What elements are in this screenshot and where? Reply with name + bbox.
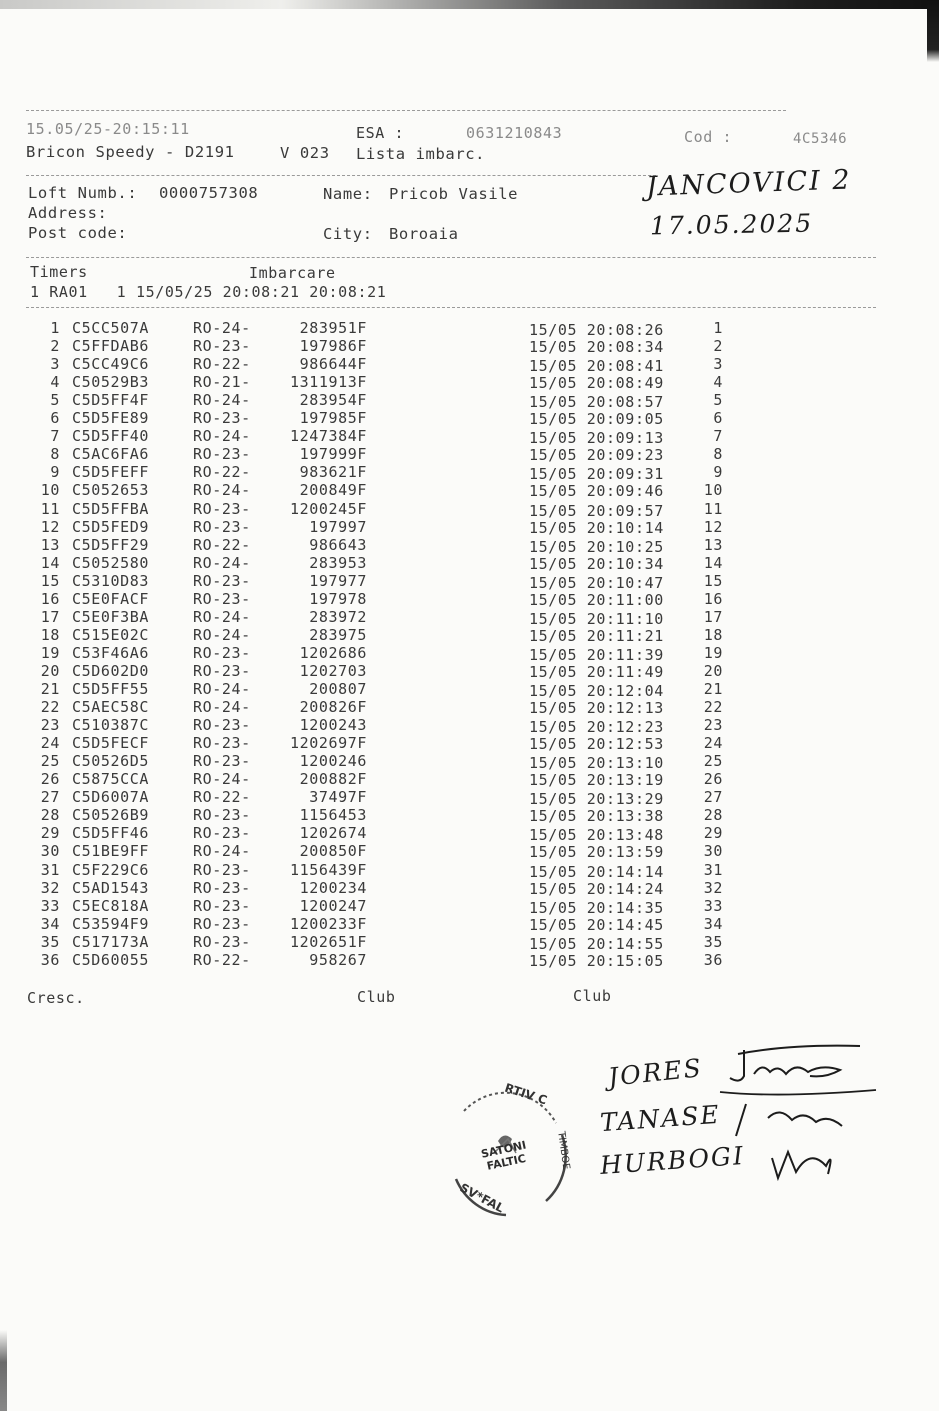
embark-time: 15/05 20:12:23 (529, 718, 664, 737)
position-number: 18 (703, 625, 723, 644)
ring-prefix: RO-24- (193, 319, 251, 337)
embark-time: 15/05 20:14:35 (529, 898, 664, 917)
ring-code: C5AC6FA6 (72, 445, 150, 464)
embark-time: 15/05 20:09:57 (529, 501, 664, 520)
ring-number: 958267 (309, 950, 367, 969)
signature-scribbles (700, 1040, 890, 1190)
table-row (0, 716, 939, 737)
row-index: 4 (50, 373, 60, 392)
table-row (0, 698, 939, 716)
table-row (0, 608, 939, 626)
row-index: 12 (40, 517, 60, 536)
position-number: 21 (703, 680, 723, 698)
embark-time: 15/05 20:13:10 (529, 754, 664, 773)
scan-edge-left (0, 1330, 7, 1411)
position-number: 5 (713, 391, 723, 410)
embark-time: 15/05 20:11:49 (529, 662, 664, 681)
position-number: 15 (703, 571, 723, 590)
ring-code: C5D60055 (72, 950, 150, 969)
ring-prefix: RO-21- (193, 373, 251, 392)
position-number: 25 (703, 752, 723, 771)
position-number: 10 (703, 481, 723, 500)
ring-prefix: RO-23- (193, 932, 251, 951)
embark-title: Imbarcare (249, 264, 336, 282)
embark-time: 15/05 20:08:57 (529, 393, 664, 412)
ring-prefix: RO-24- (193, 481, 251, 500)
embark-time: 15/05 20:13:59 (529, 843, 664, 862)
ring-code: C5D5FECF (72, 734, 150, 753)
embark-time: 15/05 20:12:13 (529, 699, 664, 718)
signature-name-3: HURBOGI (599, 1140, 746, 1181)
ring-code: C510387C (72, 716, 150, 735)
table-row (0, 319, 939, 337)
row-index: 2 (50, 337, 60, 356)
ring-number: 1202697F (289, 734, 367, 753)
separator-header (26, 175, 656, 176)
table-row (0, 373, 939, 391)
club-stamp (446, 1080, 572, 1219)
embark-time: 15/05 20:09:05 (529, 410, 664, 429)
ring-number: 1202674 (299, 824, 367, 843)
address-label: Address: (28, 204, 108, 222)
stamp-text-center: SATONI FALTIC (479, 1138, 528, 1173)
loft-number-label: Loft Numb.: (28, 184, 138, 202)
embark-time: 15/05 20:15:05 (529, 951, 664, 970)
ring-code: C5D5FED9 (72, 517, 150, 536)
row-index: 23 (40, 716, 60, 735)
table-row (0, 879, 939, 897)
table-row (0, 500, 939, 518)
table-row (0, 897, 939, 915)
ring-prefix: RO-23- (193, 643, 251, 662)
device-name: Bricon Speedy - D2191 (26, 143, 235, 161)
row-index: 28 (40, 806, 60, 825)
embark-time: 15/05 20:08:26 (529, 321, 664, 339)
row-index: 10 (40, 481, 60, 500)
row-index: 16 (40, 589, 60, 608)
embark-time: 15/05 20:09:13 (529, 429, 664, 448)
ring-code: C5F229C6 (72, 860, 150, 879)
table-row (0, 481, 939, 499)
embark-time: 15/05 20:14:24 (529, 879, 664, 898)
ring-prefix: RO-23- (193, 716, 251, 735)
ring-number: 283953 (309, 553, 367, 572)
embark-time: 15/05 20:09:31 (529, 465, 664, 484)
ring-number: 197999F (299, 445, 367, 464)
table-row (0, 445, 939, 463)
row-index: 19 (40, 643, 60, 662)
ring-prefix: RO-24- (193, 698, 251, 717)
position-number: 22 (703, 698, 723, 717)
row-index: 11 (40, 499, 60, 518)
embark-time: 15/05 20:12:04 (529, 682, 664, 700)
ring-number: 283951F (299, 319, 367, 337)
ring-prefix: RO-24- (193, 607, 251, 626)
table-row (0, 626, 939, 644)
loft-number-value: 0000757308 (159, 184, 259, 202)
table-row (0, 824, 939, 845)
position-number: 9 (713, 463, 723, 482)
ring-number: 283954F (299, 391, 367, 410)
position-number: 20 (703, 661, 723, 680)
ring-code: C5D5FF55 (72, 680, 150, 698)
postcode-label: Post code: (28, 224, 128, 242)
position-number: 27 (703, 788, 723, 807)
row-index: 29 (40, 824, 60, 843)
ring-number: 986643 (309, 535, 367, 554)
handwritten-race-name: JANCOVICI 2 (645, 164, 852, 203)
row-index: 30 (40, 842, 60, 861)
position-number: 14 (703, 553, 723, 572)
city-label: City: (323, 225, 373, 243)
ring-prefix: RO-23- (193, 824, 251, 843)
ring-prefix: RO-24- (193, 680, 251, 698)
ring-number: 197978 (309, 589, 367, 608)
position-number: 12 (703, 517, 723, 536)
ring-number: 1247384F (289, 427, 367, 446)
row-index: 32 (40, 878, 60, 897)
row-index: 6 (50, 409, 60, 428)
ring-code: C5052653 (72, 481, 150, 500)
ring-code: C5D5FF4F (72, 391, 150, 410)
position-number: 19 (703, 643, 723, 662)
ring-code: C50526B9 (72, 806, 150, 825)
embark-time: 15/05 20:14:55 (529, 934, 664, 953)
ring-number: 1200247 (299, 896, 367, 915)
position-number: 1 (713, 319, 723, 337)
ring-code: C5D5FF46 (72, 824, 150, 843)
ring-prefix: RO-24- (193, 391, 251, 410)
ring-number: 1202703 (299, 661, 367, 680)
ring-code: C5D602D0 (72, 661, 150, 680)
row-index: 20 (40, 661, 60, 680)
table-row (0, 463, 939, 484)
embark-time: 15/05 20:14:45 (529, 915, 664, 934)
stamp-text-bottom: SV*FAL (457, 1180, 507, 1216)
row-index: 3 (50, 355, 60, 374)
position-number: 6 (713, 409, 723, 428)
position-number: 4 (713, 373, 723, 392)
ring-number: 197977 (309, 571, 367, 590)
ring-code: C5E0FACF (72, 589, 150, 608)
scan-edge-top (0, 0, 939, 9)
ring-code: C5D6007A (72, 788, 150, 807)
position-number: 31 (703, 860, 723, 879)
club-label-1: Club (357, 988, 396, 1006)
row-index: 26 (40, 770, 60, 789)
ring-code: C50529B3 (72, 373, 150, 392)
row-index: 7 (50, 427, 60, 446)
row-index: 1 (50, 319, 60, 337)
table-row (0, 391, 939, 412)
ring-prefix: RO-23- (193, 914, 251, 933)
ring-code: C5AEC58C (72, 698, 150, 717)
ring-prefix: RO-22- (193, 463, 251, 482)
embark-time: 15/05 20:08:34 (529, 338, 664, 357)
ring-number: 200807 (309, 680, 367, 698)
table-row (0, 554, 939, 572)
embark-time: 15/05 20:12:53 (529, 735, 664, 754)
ring-prefix: RO-22- (193, 535, 251, 554)
esa-value: 0631210843 (466, 124, 563, 142)
row-index: 25 (40, 752, 60, 771)
table-row (0, 644, 939, 662)
row-index: 24 (40, 734, 60, 753)
ring-prefix: RO-23- (193, 896, 251, 915)
table-row (0, 518, 939, 536)
ring-number: 283972 (309, 607, 367, 626)
row-index: 18 (40, 625, 60, 644)
row-index: 21 (40, 680, 60, 698)
ring-number: 986644F (299, 355, 367, 374)
embark-time: 15/05 20:11:21 (529, 626, 664, 645)
table-row (0, 806, 939, 824)
ring-prefix: RO-23- (193, 806, 251, 825)
position-number: 17 (703, 607, 723, 626)
table-row (0, 572, 939, 590)
ring-code: C5E0F3BA (72, 607, 150, 626)
ring-code: C5FFDAB6 (72, 337, 150, 356)
table-row (0, 409, 939, 427)
embark-time: 15/05 20:13:29 (529, 790, 664, 809)
timer-line: 1 RA01 1 15/05/25 20:08:21 20:08:21 (30, 283, 387, 301)
row-index: 5 (50, 391, 60, 410)
embark-time: 15/05 20:10:14 (529, 518, 664, 537)
row-index: 33 (40, 896, 60, 915)
embark-time: 15/05 20:08:49 (529, 374, 664, 393)
separator-timers (26, 307, 876, 308)
ring-prefix: RO-23- (193, 589, 251, 608)
separator-owner (26, 257, 876, 258)
ring-code: C50526D5 (72, 752, 150, 771)
position-number: 8 (713, 445, 723, 464)
table-row (0, 337, 939, 355)
row-index: 14 (40, 553, 60, 572)
ring-number: 1200246 (299, 752, 367, 771)
row-index: 35 (40, 932, 60, 951)
ring-prefix: RO-23- (193, 661, 251, 680)
table-row (0, 662, 939, 680)
ring-prefix: RO-23- (193, 499, 251, 518)
ring-prefix: RO-23- (193, 860, 251, 879)
esa-label: ESA : (356, 124, 405, 142)
signature-name-2: TANASE (599, 1099, 722, 1138)
table-row (0, 915, 939, 933)
ring-number: 283975 (309, 625, 367, 644)
row-index: 36 (40, 950, 60, 969)
ring-code: C53F46A6 (72, 643, 150, 662)
row-index: 22 (40, 698, 60, 717)
table-row (0, 933, 939, 951)
row-index: 13 (40, 535, 60, 554)
table-row (0, 590, 939, 608)
table-row (0, 355, 939, 376)
ring-prefix: RO-22- (193, 950, 251, 969)
position-number: 3 (713, 355, 723, 374)
scan-edge-right (927, 0, 939, 62)
cod-label: Cod : (684, 128, 733, 146)
table-row (0, 788, 939, 809)
ring-number: 200849F (299, 481, 367, 500)
ring-code: C5875CCA (72, 770, 150, 789)
ring-code: C5AD1543 (72, 878, 150, 897)
device-version: V 023 (280, 144, 330, 162)
embark-time: 15/05 20:10:34 (529, 554, 664, 573)
ring-number: 200850F (299, 842, 367, 861)
ring-number: 197997 (309, 517, 367, 536)
table-row (0, 752, 939, 773)
position-number: 16 (703, 589, 723, 608)
ring-number: 197986F (299, 337, 367, 356)
embark-time: 15/05 20:11:39 (529, 645, 664, 664)
embark-time: 15/05 20:11:00 (529, 590, 664, 609)
ring-code: C51BE9FF (72, 842, 150, 861)
ring-prefix: RO-24- (193, 842, 251, 861)
row-index: 27 (40, 788, 60, 807)
ring-number: 1200233F (289, 914, 367, 933)
position-number: 2 (713, 337, 723, 356)
table-row (0, 770, 939, 788)
signature-name-1: JORES (606, 1053, 704, 1092)
ring-number: 1202651F (289, 932, 367, 951)
stamp-text-right: TIMBOE (555, 1130, 572, 1171)
ring-number: 983621F (299, 463, 367, 482)
position-number: 29 (703, 824, 723, 843)
embark-time: 15/05 20:13:48 (529, 826, 664, 845)
name-label: Name: (323, 185, 373, 203)
name-value: Pricob Vasile (389, 185, 519, 203)
embark-time: 15/05 20:10:47 (529, 573, 664, 592)
table-row (0, 536, 939, 554)
ring-number: 200882F (299, 770, 367, 789)
embark-time: 15/05 20:13:19 (529, 771, 664, 790)
ring-prefix: RO-22- (193, 355, 251, 374)
position-number: 30 (703, 842, 723, 861)
ring-number: 1156453 (299, 806, 367, 825)
city-value: Boroaia (389, 225, 459, 243)
ring-code: C517173A (72, 932, 150, 951)
ring-code: C5D5FEFF (72, 463, 150, 482)
ring-prefix: RO-24- (193, 770, 251, 789)
ring-code: C5CC507A (72, 319, 150, 337)
position-number: 13 (703, 535, 723, 554)
ring-number: 37497F (309, 788, 367, 807)
position-number: 33 (703, 896, 723, 915)
club-label-2: Club (573, 987, 612, 1005)
ring-prefix: RO-22- (193, 788, 251, 807)
row-index: 8 (50, 445, 60, 464)
ring-prefix: RO-23- (193, 734, 251, 753)
print-datetime: 15.05/25-20:15:11 (26, 120, 190, 138)
ring-prefix: RO-23- (193, 409, 251, 428)
ring-prefix: RO-23- (193, 337, 251, 356)
row-index: 9 (50, 463, 60, 482)
cresc-label: Cresc. (27, 989, 85, 1007)
row-index: 17 (40, 607, 60, 626)
position-number: 7 (713, 427, 723, 446)
ring-code: C5D5FF29 (72, 535, 150, 554)
ring-number: 1200245F (289, 499, 367, 518)
position-number: 35 (703, 932, 723, 951)
separator-top (26, 110, 786, 111)
embark-time: 15/05 20:11:10 (529, 609, 664, 628)
ring-code: C5D5FE89 (72, 409, 150, 428)
position-number: 32 (703, 878, 723, 897)
embark-time: 15/05 20:10:25 (529, 537, 664, 556)
ring-number: 1200234 (299, 878, 367, 897)
table-row (0, 427, 939, 448)
row-index: 15 (40, 571, 60, 590)
embark-time: 15/05 20:09:23 (529, 446, 664, 465)
row-index: 34 (40, 914, 60, 933)
ring-code: C53594F9 (72, 914, 150, 933)
ring-prefix: RO-23- (193, 752, 251, 771)
ring-prefix: RO-23- (193, 878, 251, 897)
ring-prefix: RO-23- (193, 571, 251, 590)
embark-time: 15/05 20:13:38 (529, 807, 664, 826)
ring-number: 1156439F (289, 860, 367, 879)
table-row (0, 951, 939, 969)
position-number: 23 (703, 716, 723, 735)
row-index: 31 (40, 860, 60, 879)
ring-number: 197985F (299, 409, 367, 428)
ring-code: C5EC818A (72, 896, 150, 915)
ring-code: C5052580 (72, 553, 150, 572)
table-row (0, 842, 939, 860)
position-number: 36 (703, 950, 723, 969)
embark-time: 15/05 20:14:14 (529, 862, 664, 881)
ring-code: C515E02C (72, 625, 150, 644)
ring-number: 1202686 (299, 643, 367, 662)
embark-time: 15/05 20:09:46 (529, 482, 664, 501)
ring-number: 1311913F (289, 373, 367, 392)
table-row (0, 680, 939, 698)
position-number: 24 (703, 734, 723, 753)
ring-prefix: RO-23- (193, 517, 251, 536)
timers-title: Timers (30, 263, 88, 281)
stamp-text-top: RTIV C (502, 1080, 549, 1108)
table-row (0, 734, 939, 752)
ring-prefix: RO-24- (193, 427, 251, 446)
ring-code: C5310D83 (72, 571, 150, 590)
position-number: 11 (703, 499, 723, 518)
ring-code: C5CC49C6 (72, 355, 150, 374)
cod-value: 4C5346 (793, 131, 848, 147)
ring-prefix: RO-24- (193, 625, 251, 644)
ring-code: C5D5FF40 (72, 427, 150, 446)
position-number: 26 (703, 770, 723, 789)
position-number: 34 (703, 914, 723, 933)
ring-number: 200826F (299, 698, 367, 717)
ring-code: C5D5FFBA (72, 499, 150, 518)
ring-prefix: RO-24- (193, 553, 251, 572)
position-number: 28 (703, 806, 723, 825)
handwritten-date: 17.05.2025 (649, 208, 814, 241)
ring-number: 1200243 (299, 716, 367, 735)
table-row (0, 861, 939, 879)
document-type: Lista imbarc. (356, 145, 486, 163)
embark-time: 15/05 20:08:41 (529, 357, 664, 376)
ring-prefix: RO-23- (193, 445, 251, 464)
